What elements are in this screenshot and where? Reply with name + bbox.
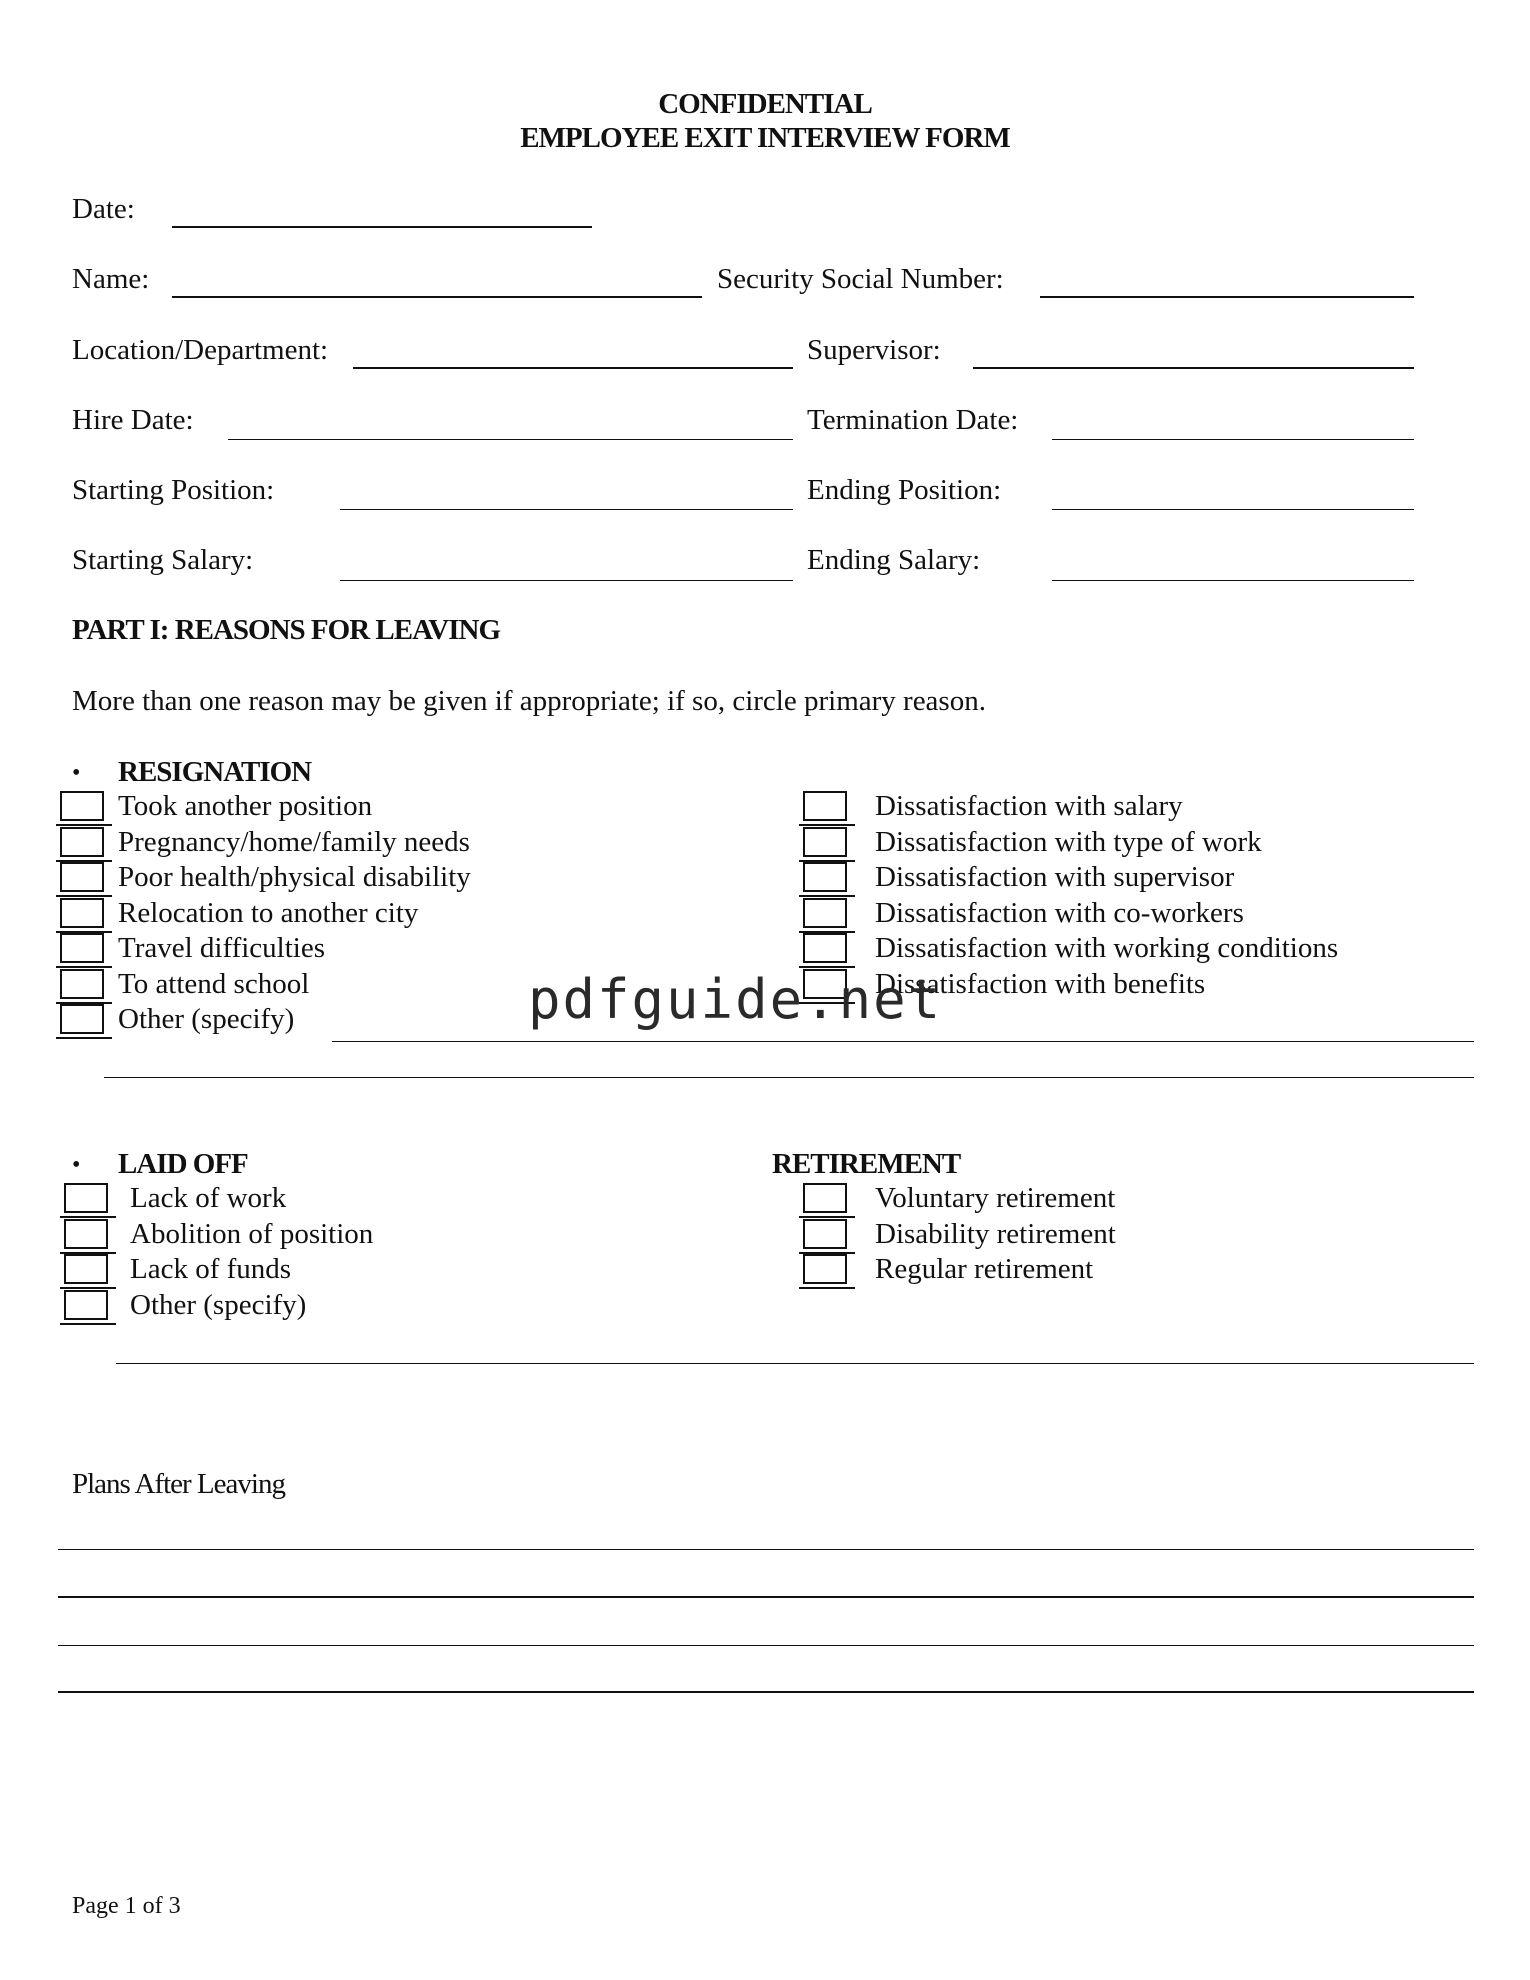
laid-off-bullet: • bbox=[72, 1152, 81, 1178]
resignation-right-checkbox[interactable] bbox=[803, 898, 847, 928]
laid-off-heading: LAID OFF bbox=[118, 1148, 248, 1180]
ending-salary-label: Ending Salary: bbox=[807, 544, 981, 576]
part1-heading: PART I: REASONS FOR LEAVING bbox=[72, 614, 501, 646]
starting-salary-field[interactable] bbox=[340, 580, 793, 581]
date-label: Date: bbox=[72, 193, 135, 225]
resignation-left-option[interactable] bbox=[60, 789, 760, 823]
date-field[interactable] bbox=[172, 226, 592, 228]
resignation-left-option[interactable] bbox=[60, 825, 760, 859]
ending-salary-field[interactable] bbox=[1052, 580, 1414, 581]
laid-off-option[interactable] bbox=[64, 1252, 764, 1286]
laid-off-checkbox[interactable] bbox=[64, 1183, 108, 1213]
laid-off-label: Abolition of position bbox=[130, 1217, 374, 1250]
supervisor-label: Supervisor: bbox=[807, 334, 941, 366]
resignation-right-label: Dissatisfaction with type of work bbox=[875, 825, 1262, 858]
resignation-bullet: • bbox=[72, 760, 81, 786]
retirement-checkbox[interactable] bbox=[803, 1183, 847, 1213]
laid-off-label: Other (specify) bbox=[130, 1288, 307, 1321]
resignation-right-option[interactable] bbox=[803, 860, 1503, 894]
resignation-left-checkbox[interactable] bbox=[60, 827, 104, 857]
watermark: pdfguide.net bbox=[528, 968, 943, 1031]
plans-line-1[interactable] bbox=[58, 1549, 1474, 1550]
supervisor-field[interactable] bbox=[973, 367, 1414, 369]
resignation-right-label: Dissatisfaction with salary bbox=[875, 790, 1183, 822]
termination-date-field[interactable] bbox=[1052, 439, 1414, 440]
resignation-left-checkbox[interactable] bbox=[60, 933, 104, 963]
hire-date-field[interactable] bbox=[228, 439, 793, 440]
resignation-left-label: Pregnancy/home/family needs bbox=[118, 825, 470, 858]
name-field[interactable] bbox=[172, 296, 702, 298]
retirement-label: Disability retirement bbox=[875, 1217, 1116, 1250]
resignation-right-label: Dissatisfaction with co-workers bbox=[875, 896, 1244, 929]
resignation-right-label: Dissatisfaction with supervisor bbox=[875, 861, 1235, 893]
laid-off-option[interactable] bbox=[64, 1181, 764, 1215]
laid-off-option[interactable] bbox=[64, 1217, 764, 1251]
laid-off-checkbox[interactable] bbox=[64, 1219, 108, 1249]
laid-off-other-specify-line[interactable] bbox=[116, 1363, 1474, 1364]
form-title-confidential: CONFIDENTIAL bbox=[658, 88, 872, 120]
resignation-left-label: Travel difficulties bbox=[118, 932, 326, 964]
retirement-option[interactable] bbox=[803, 1252, 1503, 1286]
retirement-label: Regular retirement bbox=[875, 1253, 1094, 1285]
retirement-label: Voluntary retirement bbox=[875, 1182, 1116, 1214]
resignation-left-checkbox[interactable] bbox=[60, 898, 104, 928]
location-field[interactable] bbox=[353, 367, 793, 369]
resignation-left-checkbox[interactable] bbox=[60, 1004, 104, 1034]
hire-date-label: Hire Date: bbox=[72, 404, 194, 436]
resignation-left-label: Relocation to another city bbox=[118, 896, 419, 929]
starting-position-label: Starting Position: bbox=[72, 474, 275, 506]
retirement-option[interactable] bbox=[803, 1217, 1503, 1251]
retirement-heading: RETIREMENT bbox=[772, 1148, 961, 1180]
resignation-right-option[interactable] bbox=[803, 931, 1503, 965]
resignation-left-checkbox[interactable] bbox=[60, 969, 104, 999]
resignation-left-label: Took another position bbox=[118, 790, 373, 822]
resignation-left-option[interactable] bbox=[60, 931, 760, 965]
laid-off-checkbox[interactable] bbox=[64, 1254, 108, 1284]
resignation-extra-line[interactable] bbox=[104, 1077, 1474, 1078]
resignation-left-label: To attend school bbox=[118, 967, 310, 1000]
resignation-left-option[interactable] bbox=[60, 860, 760, 894]
checkbox-underline bbox=[799, 1287, 855, 1289]
page-number: Page 1 of 3 bbox=[72, 1893, 181, 1919]
retirement-option[interactable] bbox=[803, 1181, 1503, 1215]
location-label: Location/Department: bbox=[72, 334, 329, 366]
checkbox-underline bbox=[60, 1323, 116, 1325]
resignation-right-checkbox[interactable] bbox=[803, 862, 847, 892]
ending-position-label: Ending Position: bbox=[807, 474, 1002, 506]
resignation-right-option[interactable] bbox=[803, 789, 1503, 823]
plans-after-leaving-label: Plans After Leaving bbox=[72, 1468, 285, 1500]
termination-date-label: Termination Date: bbox=[807, 404, 1019, 436]
resignation-left-checkbox[interactable] bbox=[60, 791, 104, 821]
form-title: EMPLOYEE EXIT INTERVIEW FORM bbox=[520, 122, 1010, 154]
resignation-left-label: Other (specify) bbox=[118, 1003, 295, 1035]
resignation-right-label: Dissatisfaction with working conditions bbox=[875, 932, 1339, 964]
laid-off-checkbox[interactable] bbox=[64, 1290, 108, 1320]
ssn-field[interactable] bbox=[1040, 296, 1414, 298]
retirement-checkbox[interactable] bbox=[803, 1219, 847, 1249]
resignation-right-option[interactable] bbox=[803, 896, 1503, 930]
plans-line-2[interactable] bbox=[58, 1596, 1474, 1598]
laid-off-option[interactable] bbox=[64, 1288, 764, 1322]
laid-off-label: Lack of funds bbox=[130, 1253, 292, 1285]
resignation-left-checkbox[interactable] bbox=[60, 862, 104, 892]
laid-off-label: Lack of work bbox=[130, 1182, 287, 1214]
resignation-right-checkbox[interactable] bbox=[803, 827, 847, 857]
resignation-other-specify-line[interactable] bbox=[332, 1041, 1474, 1042]
resignation-right-option[interactable] bbox=[803, 825, 1503, 859]
part1-instruction: More than one reason may be given if appropriate; if so, circle primary reason. bbox=[72, 685, 986, 717]
ssn-label: Security Social Number: bbox=[717, 263, 1004, 295]
resignation-left-label: Poor health/physical disability bbox=[118, 861, 471, 893]
ending-position-field[interactable] bbox=[1052, 509, 1414, 510]
starting-position-field[interactable] bbox=[340, 509, 793, 510]
resignation-left-option[interactable] bbox=[60, 896, 760, 930]
checkbox-underline bbox=[56, 1037, 112, 1039]
resignation-right-checkbox[interactable] bbox=[803, 933, 847, 963]
resignation-heading: RESIGNATION bbox=[118, 756, 312, 788]
name-label: Name: bbox=[72, 263, 150, 295]
starting-salary-label: Starting Salary: bbox=[72, 544, 254, 576]
retirement-checkbox[interactable] bbox=[803, 1254, 847, 1284]
resignation-right-label: Dissatisfaction with benefits bbox=[875, 967, 1206, 1000]
plans-line-3[interactable] bbox=[58, 1645, 1474, 1646]
resignation-right-checkbox[interactable] bbox=[803, 791, 847, 821]
plans-line-4[interactable] bbox=[58, 1691, 1474, 1693]
